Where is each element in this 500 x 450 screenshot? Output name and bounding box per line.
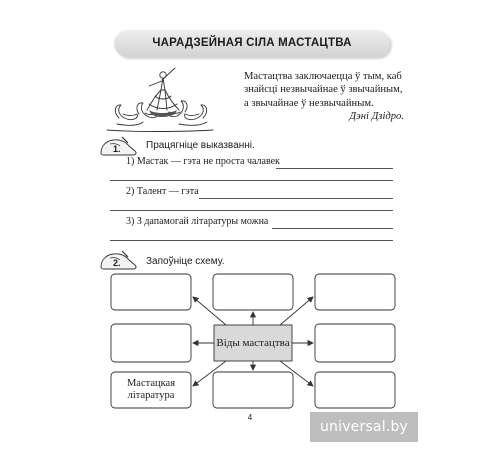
statement-2: 2) Талент — гэта bbox=[126, 186, 199, 197]
scheme-box-top-center[interactable] bbox=[213, 274, 293, 310]
task-title-2: Запоўніце схему. bbox=[146, 256, 225, 267]
scheme-box-bottom-right[interactable] bbox=[315, 372, 395, 408]
scheme-arrow bbox=[193, 361, 226, 386]
scheme-box-bottom-center[interactable] bbox=[213, 372, 293, 408]
scheme-box-mid-left[interactable] bbox=[111, 324, 191, 362]
scheme-arrow bbox=[280, 361, 313, 386]
scheme-filled-label: Мастацкая літаратура bbox=[126, 378, 176, 401]
scheme-box-mid-right[interactable] bbox=[315, 324, 395, 362]
scheme-arrow bbox=[193, 297, 226, 325]
epigraph-line: а звычайнае ў незвычайным. bbox=[244, 97, 374, 109]
scheme-arrow bbox=[280, 297, 313, 325]
task-title-1: Працягніце выказванні. bbox=[146, 140, 255, 151]
scheme-box-top-left[interactable] bbox=[111, 274, 191, 310]
epigraph-author: Дэні Дзідро. bbox=[349, 111, 404, 123]
watermark: universal.by bbox=[310, 412, 418, 442]
scheme-box-top-right[interactable] bbox=[315, 274, 395, 310]
statement-1: 1) Мастак — гэта не проста чалавек bbox=[126, 156, 280, 167]
task-number-1: 1. bbox=[113, 144, 121, 154]
chapter-title: ЧАРАДЗЕЙНАЯ СІЛА МАСТАЦТВА bbox=[114, 30, 390, 57]
scheme-center-label: Віды мастацтва bbox=[216, 337, 290, 349]
epigraph-line: знайсці незвычайнае ў звычайным, bbox=[244, 84, 403, 96]
task-number-2: 2. bbox=[113, 258, 121, 268]
epigraph-line: Мастацтва заключаецца ў тым, каб bbox=[244, 71, 402, 82]
statement-3: 3) З дапамогай літаратуры можна bbox=[126, 216, 269, 227]
page-number: 4 bbox=[247, 413, 253, 422]
